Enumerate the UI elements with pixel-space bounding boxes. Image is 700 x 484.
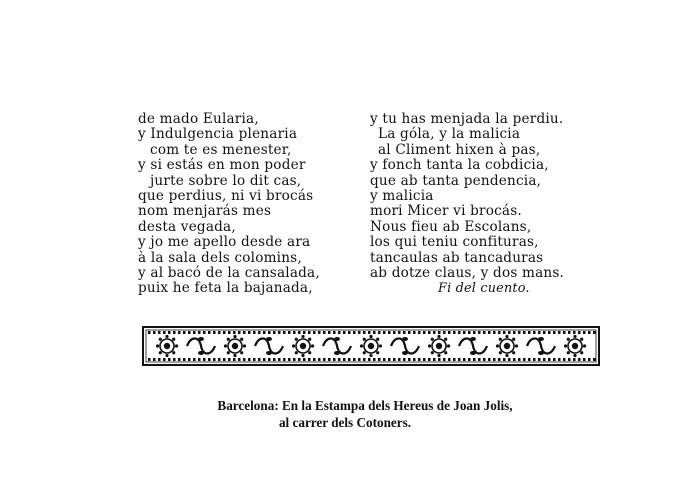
poem-line: mori Micer vi brocás. bbox=[370, 203, 522, 220]
poem-line: que ab tanta pendencia, bbox=[370, 172, 542, 189]
poem-line: La góla, y la malicia bbox=[378, 126, 521, 143]
poem-line: Nous fieu ab Escolans, bbox=[370, 218, 532, 235]
imprint-line-2: al carrer dels Cotoners. bbox=[278, 415, 412, 430]
poem-line: y fonch tanta la cobdicia, bbox=[370, 157, 549, 174]
poem-line: com te es menester, bbox=[150, 141, 292, 158]
imprint bbox=[0, 397, 700, 431]
poem-line: puix he feta la bajanada, bbox=[138, 280, 313, 297]
poem-line: al Climent hixen à pas, bbox=[378, 141, 541, 158]
poem-line: y malicia bbox=[370, 188, 434, 205]
poem-line: tancaulas ab tancaduras bbox=[370, 249, 544, 266]
poem-line: nom menjarás mes bbox=[138, 203, 272, 220]
poem-line: y si estás en mon poder bbox=[138, 157, 306, 174]
poem-line: à la sala dels colomins, bbox=[138, 249, 302, 266]
poem-line: y al bacó de la cansalada, bbox=[138, 265, 320, 282]
poem-line: de mado Eularia, bbox=[138, 111, 259, 127]
poem-line: desta vegada, bbox=[138, 218, 236, 235]
poem-line: jurte sobre lo dit cas, bbox=[150, 172, 302, 189]
poem-line: y Indulgencia plenaria bbox=[138, 126, 298, 143]
ornamental-border bbox=[142, 326, 600, 366]
poem-line: ab dotze claus, y dos mans. bbox=[370, 265, 565, 282]
poem-line: y jo me apello desde ara bbox=[138, 234, 311, 251]
poem-line: los qui teniu confituras, bbox=[370, 234, 539, 251]
poem-right-column bbox=[370, 112, 610, 297]
poem-line: que perdius, ni vi brocás bbox=[138, 188, 314, 205]
poem-left-column bbox=[138, 112, 358, 297]
imprint-line-1: Barcelona: En la Estampa dels Hereus de Joan Jolis, bbox=[217, 398, 513, 413]
ending-line: Fi del cuento. bbox=[438, 281, 530, 297]
poem-line: y tu has menjada la perdiu. bbox=[370, 111, 564, 127]
